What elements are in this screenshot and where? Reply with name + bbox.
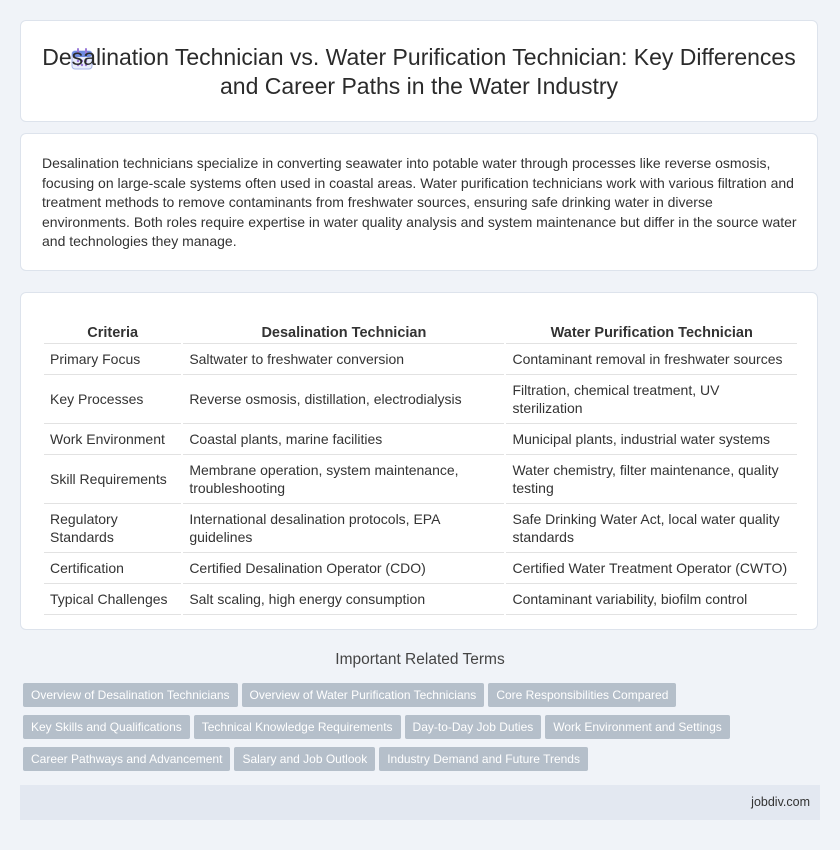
table-row (44, 504, 797, 553)
table-cell: Membrane operation, system maintenance, troubleshooting (183, 455, 504, 504)
related-term-tag[interactable]: Career Pathways and Advancement (23, 747, 230, 771)
column-header-desalination: Desalination Technician (183, 313, 504, 344)
footer (20, 785, 820, 820)
table-cell: Work Environment (44, 424, 181, 455)
table-cell: Water chemistry, filter maintenance, quality testing (506, 455, 797, 504)
footer-site-link[interactable]: jobdiv.com (751, 795, 810, 809)
comparison-table (42, 313, 799, 615)
related-term-tag[interactable]: Technical Knowledge Requirements (194, 715, 401, 739)
related-term-tag[interactable]: Overview of Desalination Technicians (23, 683, 238, 707)
table-cell: Safe Drinking Water Act, local water quality standards (506, 504, 797, 553)
table-row (44, 344, 797, 375)
related-term-tag[interactable]: Salary and Job Outlook (234, 747, 375, 771)
related-term-tag[interactable]: Industry Demand and Future Trends (379, 747, 588, 771)
table-cell: Contaminant variability, biofilm control (506, 584, 797, 615)
table-row (44, 455, 797, 504)
table-cell: Municipal plants, industrial water systems (506, 424, 797, 455)
table-cell: International desalination protocols, EPA guidelines (183, 504, 504, 553)
related-term-tag[interactable]: Day-to-Day Job Duties (405, 715, 542, 739)
related-terms-tags (23, 683, 743, 779)
page-title: Desalination Technician vs. Water Purification Technician: Key Differences and Career Paths in the Water Industry (42, 44, 796, 99)
related-term-tag[interactable]: Key Skills and Qualifications (23, 715, 190, 739)
table-cell: Salt scaling, high energy consumption (183, 584, 504, 615)
table-cell: Certified Desalination Operator (CDO) (183, 553, 504, 584)
table-cell: Key Processes (44, 375, 181, 424)
related-term-tag[interactable]: Work Environment and Settings (545, 715, 730, 739)
table-cell: Reverse osmosis, distillation, electrodialysis (183, 375, 504, 424)
related-term-tag[interactable]: Overview of Water Purification Technicians (242, 683, 485, 707)
table-cell: Contaminant removal in freshwater sources (506, 344, 797, 375)
table-cell: Saltwater to freshwater conversion (183, 344, 504, 375)
table-cell: Primary Focus (44, 344, 181, 375)
intro-paragraph: Desalination technicians specialize in converting seawater into potable water through processes like reverse osmosis, focusing on large-scale systems often used in coastal areas. Water purification technicians work with various filtration and treatment methods to remove contaminants from freshwater sources, ensuring safe drinking water in diverse environments. Both roles require expertise in water quality analysis and system maintenance but differ in the source water and technologies they manage. (42, 155, 797, 249)
table-cell: Regulatory Standards (44, 504, 181, 553)
column-header-criteria: Criteria (44, 313, 181, 344)
intro-card (20, 133, 818, 271)
column-header-purification: Water Purification Technician (506, 313, 797, 344)
table-cell: Certified Water Treatment Operator (CWTO) (506, 553, 797, 584)
title-card (20, 20, 818, 122)
related-terms-title: Important Related Terms (335, 651, 505, 668)
comparison-card (20, 292, 818, 630)
related-term-tag[interactable]: Core Responsibilities Compared (488, 683, 676, 707)
tag-row (23, 747, 743, 779)
table-header-row (44, 313, 797, 344)
table-row (44, 553, 797, 584)
table-cell: Skill Requirements (44, 455, 181, 504)
tag-row (23, 715, 743, 747)
table-row (44, 584, 797, 615)
table-row (44, 424, 797, 455)
table-cell: Coastal plants, marine facilities (183, 424, 504, 455)
table-cell: Typical Challenges (44, 584, 181, 615)
table-cell: Certification (44, 553, 181, 584)
table-cell: Filtration, chemical treatment, UV sterilization (506, 375, 797, 424)
tag-row (23, 683, 743, 715)
table-row (44, 375, 797, 424)
